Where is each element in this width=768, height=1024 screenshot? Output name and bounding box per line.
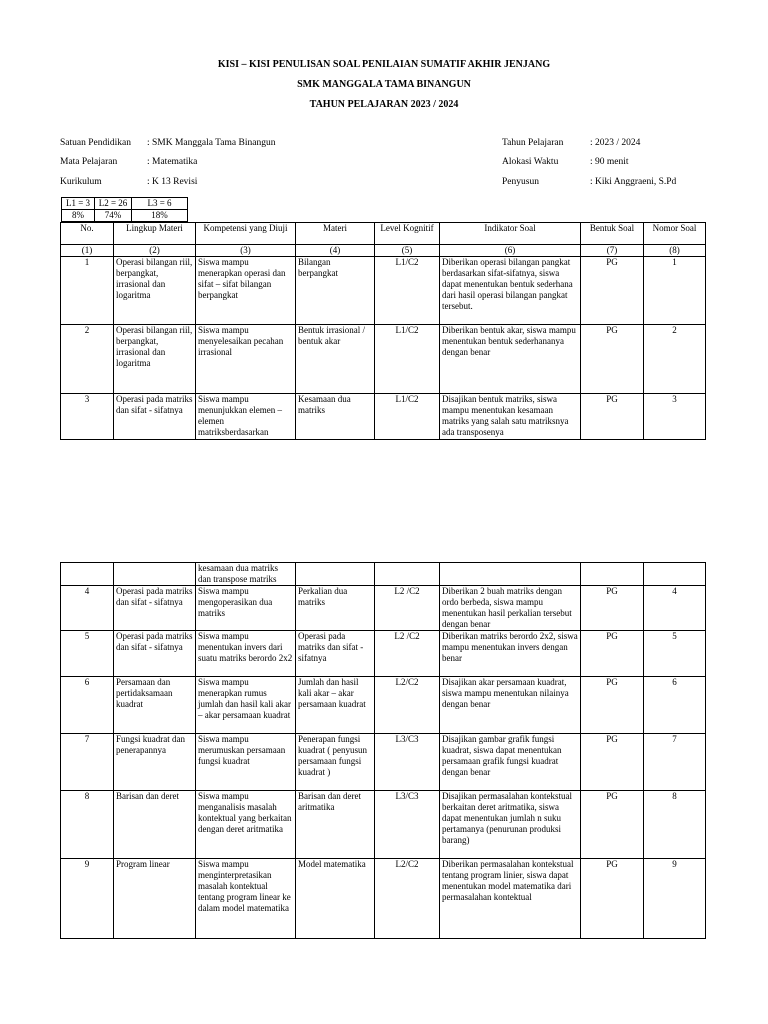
row-kompetensi: Siswa mampu menunjukkan elemen – elemen matriksberdasarkan — [196, 394, 296, 440]
doc-title-line1: KISI – KISI PENULISAN SOAL PENILAIAN SUMATIF AKHIR JENJANG — [217, 59, 551, 70]
row-kompetensi: Siswa mampu menginterpretasikan masalah kontektual tentang program linear ke dalam model matematika — [196, 859, 296, 939]
row-lingkup: Operasi pada matriks dan sifat - sifatnya — [114, 394, 196, 440]
row-lingkup: Operasi bilangan riil, berpangkat, irrasional dan logaritma — [114, 325, 196, 394]
row-kompetensi: Siswa mampu menerapkan operasi dan sifat – sifat bilangan berpangkat — [196, 257, 296, 325]
row-indikator: Disajikan akar persamaan kuadrat, siswa mampu menentukan nilainya dengan benar — [440, 677, 581, 734]
table-row — [61, 631, 706, 677]
row-bentuk: PG — [581, 859, 644, 939]
row-level: L2/C2 — [375, 859, 440, 939]
col-number-8: (8) — [644, 245, 706, 257]
penyusun-value: : Kiki Anggraeni, S.Pd — [590, 177, 677, 187]
row-materi: Bentuk irrasional / bentuk akar — [296, 325, 375, 394]
row-nomor: 9 — [644, 859, 706, 939]
level-l2-count: L2 = 26 — [95, 198, 132, 210]
row-materi: Barisan dan deret aritmatika — [296, 791, 375, 859]
row-level: L3/C3 — [375, 791, 440, 859]
row-kompetensi: Siswa mampu mengoperasikan dua matriks — [196, 586, 296, 631]
satuan-label: Satuan Pendidikan — [60, 138, 131, 148]
table-row — [61, 325, 706, 394]
row-level: L1/C2 — [375, 325, 440, 394]
row-bentuk: PG — [581, 586, 644, 631]
row-indikator: Diberikan 2 buah matriks dengan ordo berbeda, siswa mampu menentukan hasil perkalian tersebut dengan benar — [440, 586, 581, 631]
row-bentuk: PG — [581, 734, 644, 791]
row-level: L1/C2 — [375, 257, 440, 325]
row-level: L2 /C2 — [375, 631, 440, 677]
level-summary-table — [61, 197, 188, 222]
col-header-lingkup: Lingkup Materi — [114, 223, 196, 245]
col-header-kompetensi: Kompetensi yang Diuji — [196, 223, 296, 245]
row-lingkup: Program linear — [114, 859, 196, 939]
row-level: L2 /C2 — [375, 586, 440, 631]
col-number-5: (5) — [375, 245, 440, 257]
col-header-level: Level Kognitif — [375, 223, 440, 245]
row-kompetensi: Siswa mampu menentukan invers dari suatu matriks berordo 2x2 — [196, 631, 296, 677]
row-nomor: 7 — [644, 734, 706, 791]
row-materi: Jumlah dan hasil kali akar – akar persamaan kuadrat — [296, 677, 375, 734]
col-number-3: (3) — [196, 245, 296, 257]
row-bentuk: PG — [581, 394, 644, 440]
col-header-no: No. — [61, 223, 114, 245]
row-lingkup: Persamaan dan pertidaksamaan kuadrat — [114, 677, 196, 734]
level-l3-percent: 18% — [132, 210, 188, 222]
table-row — [61, 586, 706, 631]
row-nomor: 1 — [644, 257, 706, 325]
row-materi: Perkalian dua matriks — [296, 586, 375, 631]
row-indikator: Diberikan operasi bilangan pangkat berdasarkan sifat-sifatnya, siswa dapat menentukan bentuk sederhana dari hasil operasi bilangan pangkat tersebut. — [440, 257, 581, 325]
row-nomor: 8 — [644, 791, 706, 859]
table-row — [61, 677, 706, 734]
row-indikator: Diberikan bentuk akar, siswa mampu menentukan bentuk sederhananya dengan benar — [440, 325, 581, 394]
row-materi: Operasi pada matriks dan sifat - sifatnya — [296, 631, 375, 677]
col-number-2: (2) — [114, 245, 196, 257]
satuan-value: : SMK Manggala Tama Binangun — [147, 138, 276, 148]
row-lingkup: Operasi pada matriks dan sifat - sifatnya — [114, 586, 196, 631]
row-no: 6 — [61, 677, 114, 734]
mapel-label: Mata Pelajaran — [60, 157, 118, 167]
kisi-table-page1 — [60, 222, 706, 440]
row-kompetensi: Siswa mampu menganalisis masalah kontektual yang berkaitan dengan deret aritmatika — [196, 791, 296, 859]
col-header-nomor: Nomor Soal — [644, 223, 706, 245]
row-kompetensi: Siswa mampu merumuskan persamaan fungsi kuadrat — [196, 734, 296, 791]
row-indikator: Disajikan bentuk matriks, siswa mampu menentukan kesamaan matriks yang salah satu matriksnya ada transposenya — [440, 394, 581, 440]
row-kompetensi-continued: kesamaan dua matriks dan transpose matriks — [196, 563, 296, 586]
row-nomor: 3 — [644, 394, 706, 440]
row-bentuk: PG — [581, 631, 644, 677]
col-number-1: (1) — [61, 245, 114, 257]
row-nomor: 2 — [644, 325, 706, 394]
row-indikator: Disajikan gambar grafik fungsi kuadrat, siswa dapat menentukan persamaan grafik fungsi kuadrat dengan benar — [440, 734, 581, 791]
row-bentuk: PG — [581, 677, 644, 734]
row-no: 1 — [61, 257, 114, 325]
tahun-value: : 2023 / 2024 — [590, 138, 641, 148]
col-number-7: (7) — [581, 245, 644, 257]
row-materi: Model matematika — [296, 859, 375, 939]
table-row — [61, 394, 706, 440]
row-bentuk: PG — [581, 257, 644, 325]
col-number-6: (6) — [440, 245, 581, 257]
row-bentuk: PG — [581, 325, 644, 394]
table-row — [61, 257, 706, 325]
col-header-indikator: Indikator Soal — [440, 223, 581, 245]
row-level: L1/C2 — [375, 394, 440, 440]
row-no: 8 — [61, 791, 114, 859]
row-no: 7 — [61, 734, 114, 791]
alokasi-label: Alokasi Waktu — [502, 157, 559, 167]
row-materi: Kesamaan dua matriks — [296, 394, 375, 440]
row-nomor: 5 — [644, 631, 706, 677]
row-kompetensi: Siswa mampu menyelesaikan pecahan irrasional — [196, 325, 296, 394]
tahun-label: Tahun Pelajaran — [502, 138, 564, 148]
row-no: 2 — [61, 325, 114, 394]
row-level: L2/C2 — [375, 677, 440, 734]
level-l1-percent: 8% — [62, 210, 95, 222]
table-row — [61, 859, 706, 939]
kurikulum-value: : K 13 Revisi — [147, 177, 198, 187]
doc-title-line2: SMK MANGGALA TAMA BINANGUN — [297, 79, 471, 90]
col-number-4: (4) — [296, 245, 375, 257]
row-nomor: 6 — [644, 677, 706, 734]
row-level: L3/C3 — [375, 734, 440, 791]
row-no: 3 — [61, 394, 114, 440]
kisi-table-page2 — [60, 562, 706, 939]
row-bentuk: PG — [581, 791, 644, 859]
row-lingkup: Operasi pada matriks dan sifat - sifatnya — [114, 631, 196, 677]
col-header-materi: Materi — [296, 223, 375, 245]
table-row — [61, 734, 706, 791]
row-indikator: Diberikan permasalahan kontekstual tentang program linier, siswa dapat menentukan model matematika dari permasalahan kontektual — [440, 859, 581, 939]
doc-title-line3: TAHUN PELAJARAN 2023 / 2024 — [309, 99, 459, 110]
row-indikator: Disajikan permasalahan kontekstual berkaitan deret aritmatika, siswa dapat menentukan jumlah n suku pertamanya (penurunan produksi barang) — [440, 791, 581, 859]
alokasi-value: : 90 menit — [590, 157, 629, 167]
row-lingkup: Barisan dan deret — [114, 791, 196, 859]
kurikulum-label: Kurikulum — [60, 177, 102, 187]
row-materi: Bilangan berpangkat — [296, 257, 375, 325]
row-lingkup: Operasi bilangan riil, berpangkat, irrasional dan logaritma — [114, 257, 196, 325]
level-l3-count: L3 = 6 — [132, 198, 188, 210]
level-l1-count: L1 = 3 — [62, 198, 95, 210]
row-materi: Penerapan fungsi kuadrat ( penyusun persamaan fungsi kuadrat ) — [296, 734, 375, 791]
col-header-bentuk: Bentuk Soal — [581, 223, 644, 245]
row-kompetensi: Siswa mampu menerapkan rumus jumlah dan hasil kali akar – akar persamaan kuadrat — [196, 677, 296, 734]
table-row — [61, 791, 706, 859]
row-no: 4 — [61, 586, 114, 631]
mapel-value: : Matematika — [147, 157, 198, 167]
row-nomor: 4 — [644, 586, 706, 631]
table-row-continuation — [61, 563, 706, 586]
row-no: 9 — [61, 859, 114, 939]
row-indikator: Diberikan matriks berordo 2x2, siswa mampu menentukan invers dengan benar — [440, 631, 581, 677]
penyusun-label: Penyusun — [502, 177, 539, 187]
row-no: 5 — [61, 631, 114, 677]
row-lingkup: Fungsi kuadrat dan penerapannya — [114, 734, 196, 791]
level-l2-percent: 74% — [95, 210, 132, 222]
